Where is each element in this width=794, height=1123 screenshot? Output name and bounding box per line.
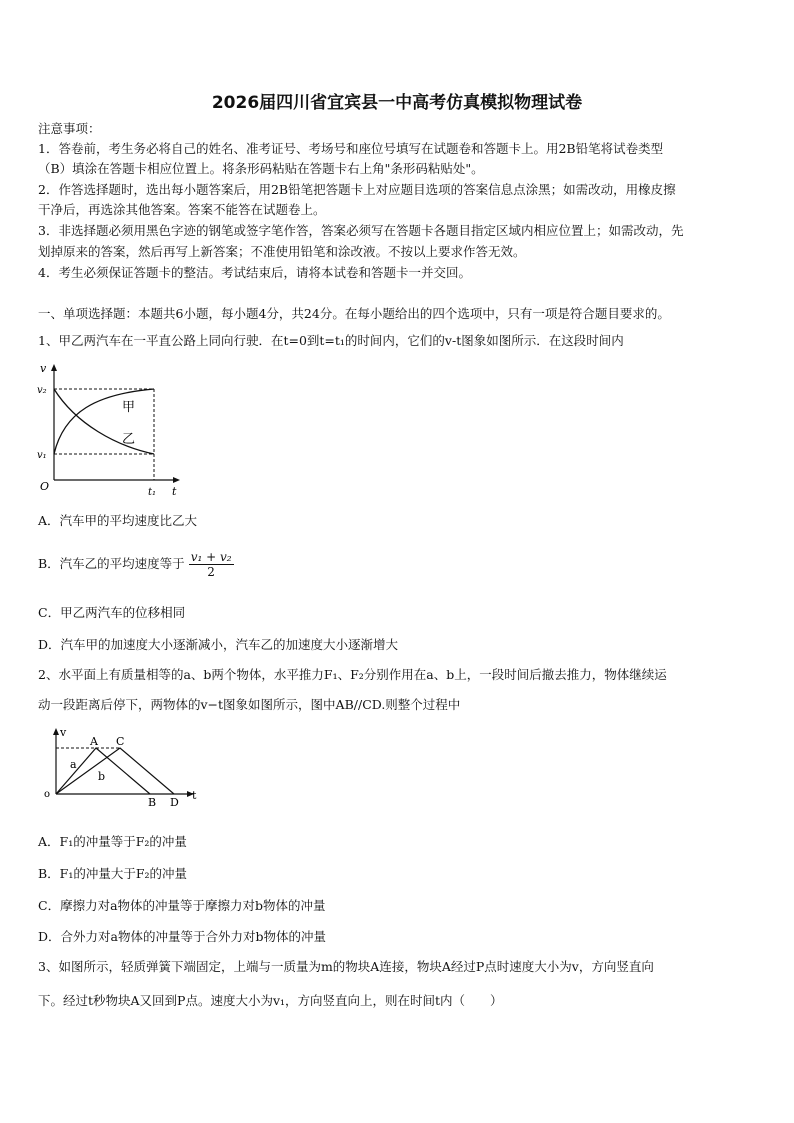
- origin-label: o: [44, 789, 51, 800]
- point-d-label: D: [170, 796, 179, 809]
- q1-vt-graph: [36, 362, 186, 502]
- q2-option-a: A．F₁的冲量等于F₂的冲量: [38, 834, 187, 849]
- graph-a-label: a: [70, 758, 77, 771]
- section-heading: 一、单项选择题：本题共6小题，每小题4分，共24分。在每小题给出的四个选项中，只有一项是符合题目要求的。: [38, 306, 670, 321]
- q3-stem-line1: 3、如图所示，轻质弹簧下端固定，上端与一质量为m的物块A连接，物块A经过P点时速度大小为v，方向竖直向: [38, 959, 654, 974]
- notice-line: 2．作答选择题时，选出每小题答案后，用2B铅笔把答题卡上对应题目选项的答案信息点涂黑；如需改动，用橡皮擦: [38, 182, 676, 197]
- q1-option-a: A．汽车甲的平均速度比乙大: [38, 513, 198, 528]
- q2-option-b: B．F₁的冲量大于F₂的冲量: [38, 866, 188, 881]
- q1-option-d: D．汽车甲的加速度大小逐渐减小，汽车乙的加速度大小逐渐增大: [38, 637, 399, 652]
- yi-label: 乙: [122, 432, 136, 447]
- x-axis-arrow: [173, 477, 180, 483]
- t-label: t: [192, 789, 197, 802]
- origin-label: O: [40, 480, 50, 493]
- q1-option-c: C．甲乙两汽车的位移相同: [38, 605, 186, 620]
- line-b: [56, 748, 174, 794]
- y-axis-arrow: [53, 728, 59, 735]
- point-a-label: A: [90, 735, 98, 748]
- q2-option-d: D．合外力对a物体的冲量等于合外力对b物体的冲量: [38, 929, 326, 944]
- page-title: 2026届四川省宜宾县一中高考仿真模拟物理试卷: [211, 93, 583, 113]
- fraction: [189, 550, 234, 579]
- v1-label: v₁: [37, 450, 47, 461]
- fraction-denominator: 2: [207, 565, 215, 579]
- notice-heading: 注意事项：: [38, 121, 101, 136]
- t-label: t: [172, 485, 177, 498]
- q2-option-c: C．摩擦力对a物体的冲量等于摩擦力对b物体的冲量: [38, 898, 326, 913]
- q2-vt-graph: [40, 726, 210, 814]
- point-c-label: C: [116, 735, 125, 748]
- q3-stem-line2: 下。经过t秒物块A又回到P点。速度大小为v₁，方向竖直向上，则在时间t内（ ）: [38, 993, 503, 1008]
- jia-label: 甲: [122, 400, 136, 415]
- notice-line: 划掉原来的答案，然后再写上新答案；不准使用铅笔和涂改液。不按以上要求作答无效。: [38, 244, 526, 259]
- q1-option-b: [38, 550, 234, 579]
- v-label: v: [40, 362, 47, 375]
- curve-jia: [54, 389, 154, 454]
- q2-stem-line2: 动一段距离后停下，两物体的v−t图象如图所示，图中AB//CD.则整个过程中: [38, 697, 461, 712]
- y-axis-arrow: [51, 364, 57, 371]
- v-label: v: [60, 726, 67, 739]
- v2-label: v₂: [37, 385, 47, 396]
- notice-line: 干净后，再选涂其他答案。答案不能答在试题卷上。: [38, 202, 326, 217]
- notice-line: （B）填涂在答题卡相应位置上。将条形码粘贴在答题卡右上角"条形码粘贴处"。: [38, 161, 484, 176]
- graph-b-label: b: [98, 770, 106, 783]
- notice-line: 4．考生必须保证答题卡的整洁。考试结束后，请将本试卷和答题卡一并交回。: [38, 265, 471, 280]
- notice-line: 3．非选择题必须用黑色字迹的钢笔或签字笔作答，答案必须写在答题卡各题目指定区域内相应位置上；如需改动，先: [38, 223, 684, 238]
- q1-option-b-text: B．汽车乙的平均速度等于: [38, 556, 185, 571]
- t1-label: t₁: [148, 487, 157, 498]
- point-b-label: B: [148, 796, 157, 809]
- q1-stem: 1、甲乙两汽车在一平直公路上同向行驶．在t=0到t=t₁的时间内，它们的v-t图象如图所示．在这段时间内: [38, 333, 624, 348]
- notice-line: 1．答卷前，考生务必将自己的姓名、准考证号、考场号和座位号填写在试题卷和答题卡上。用2B铅笔将试卷类型: [38, 141, 664, 156]
- q2-stem-line1: 2、水平面上有质量相等的a、b两个物体，水平推力F₁、F₂分别作用在a、b上，一段时间后撤去推力，物体继续运: [38, 667, 667, 682]
- fraction-numerator: v₁ + v₂: [190, 550, 232, 564]
